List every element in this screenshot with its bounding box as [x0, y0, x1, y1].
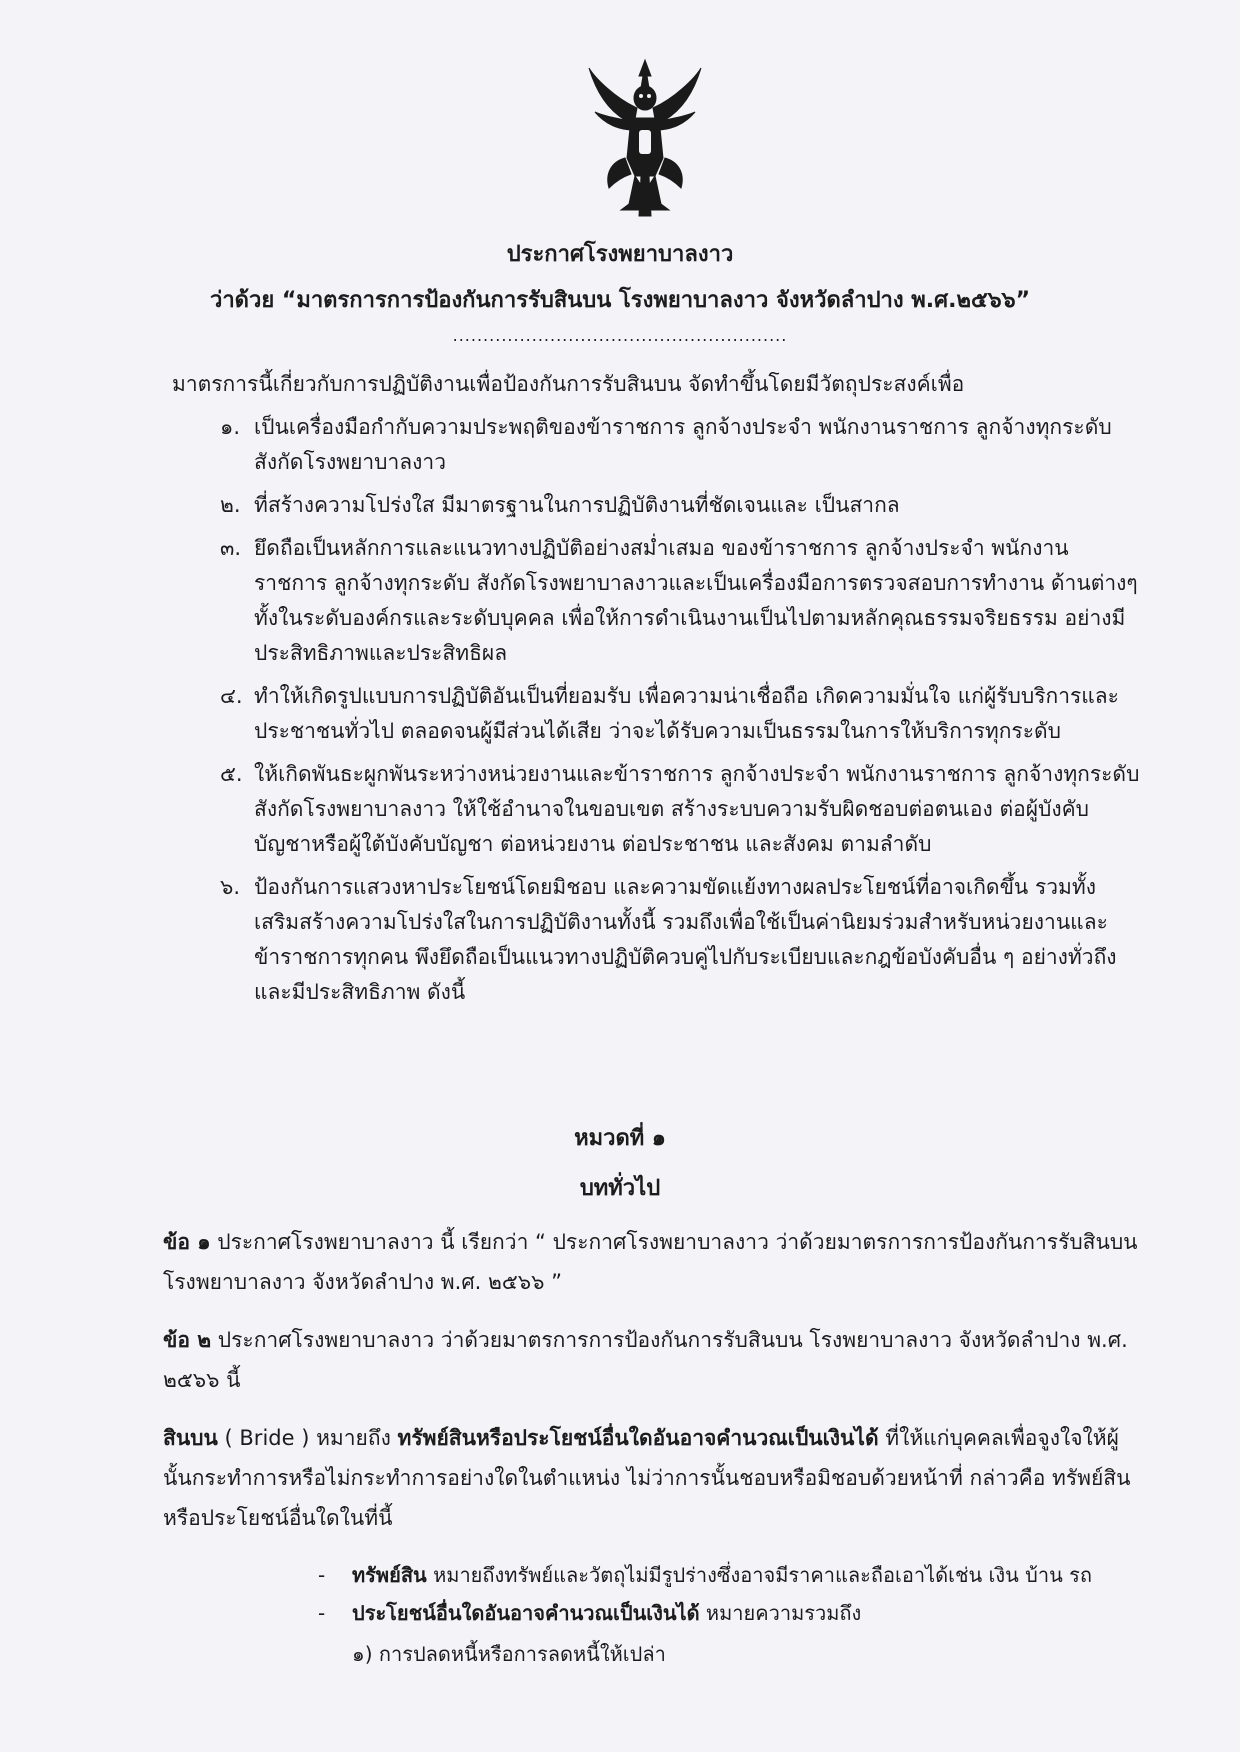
item-number: ๑. — [220, 415, 241, 439]
clause-label: ข้อ ๒ — [163, 1328, 212, 1352]
page-subtitle: ว่าด้วย “มาตรการการป้องกันการรับสินบน โรงพยาบาลงาว จังหวัดลำปาง พ.ศ.๒๕๖๖” — [209, 288, 1031, 313]
item-text: เป็นเครื่องมือกำกับความประพฤติของข้าราชการ ลูกจ้างประจำ พนักงานราชการ ลูกจ้างทุกระดับ สังกัดโรงพยาบาลงาว — [254, 415, 1112, 474]
bribe-definition — [163, 1418, 1143, 1538]
bullet-dash: - — [318, 1601, 326, 1625]
intro-paragraph: มาตรการนี้เกี่ยวกับการปฏิบัติงานเพื่อป้องกันการรับสินบน จัดทำขึ้นโดยมีวัตถุประสงค์เพื่อ — [172, 372, 965, 396]
item-text: ทำให้เกิดรูปแบบการปฏิบัติอันเป็นที่ยอมรับ เพื่อความน่าเชื่อถือ เกิดความมั่นใจ แก่ผู้รับบริการและประชาชนทั่วไป ตลอดจนผู้มีส่วนได้เสีย ว่าจะได้รับความเป็นธรรมในการให้บริการทุกระดับ — [254, 684, 1119, 743]
garuda-emblem-icon — [585, 58, 705, 220]
item-text: ป้องกันการแสวงหาประโยชน์โดยมิชอบ และความขัดแย้งทางผลประโยชน์ที่อาจเกิดขึ้น รวมทั้งเสริมสร้างความโปร่งใสในการปฏิบัติงานทั้งนี้ รวมถึงเพื่อใช้เป็นค่านิยมร่วมสำหรับหน่วยงานและข้าราชการทุกคน พึงยึดถือเป็นแนวทางปฏิบัติควบคู่ไปกับระเบียบและกฎข้อบังคับอื่น ๆ อย่างทั่วถึงและมีประสิทธิภาพ ดังนี้ — [254, 875, 1117, 1004]
page-title: ประกาศโรงพยาบาลงาว — [506, 242, 734, 267]
item-text: ให้เกิดพันธะผูกพันระหว่างหน่วยงานและข้าราชการ ลูกจ้างประจำ พนักงานราชการ ลูกจ้างทุกระดับ สังกัดโรงพยาบาลงาว ให้ใช้อำนาจในขอบเขต สร้างระบบความรับผิดชอบต่อตนเอง ต่อผู้บังคับบัญชาหรือผู้ใต้บังคับบัญชา ต่อหน่วยงาน ต่อประชาชน และสังคม ตามลำดับ — [254, 762, 1140, 856]
list-item — [220, 757, 1140, 862]
definition-text: ที่ให้แก่บุคคลเพื่อจูงใจให้ผู้นั้นกระทำการหรือไม่กระทำการอย่างใดในตำแหน่ง ไม่ว่าการนั้นชอบหรือมิชอบด้วยหน้าที่ กล่าวคือ ทรัพย์สินหรือประโยชน์อื่นใดในที่นี้ — [163, 1426, 1131, 1530]
list-item — [220, 679, 1140, 749]
list-item — [220, 488, 1140, 523]
clause-text: ประกาศโรงพยาบาลงาว ว่าด้วยมาตรการการป้องกันการรับสินบน โรงพยาบาลงาว จังหวัดลำปาง พ.ศ. ๒๕๖๖ นี้ — [163, 1328, 1128, 1392]
list-item — [318, 1594, 1138, 1632]
bullet-term: ทรัพย์สิน — [352, 1563, 427, 1587]
list-item — [220, 870, 1140, 1010]
chapter-title: บททั่วไป — [579, 1176, 661, 1201]
bullet-text: หมายถึงทรัพย์และวัตถุไม่มีรูปร่างซึ่งอาจมีราคาและถือเอาได้เช่น เงิน บ้าน รถ — [426, 1563, 1092, 1587]
separator: ....................................................... — [452, 326, 788, 345]
definition-bullets — [318, 1556, 1138, 1632]
item-text: ที่สร้างความโปร่งใส มีมาตรฐานในการปฏิบัติงานที่ชัดเจนและ เป็นสากล — [254, 493, 900, 517]
item-number: ๕. — [220, 762, 243, 786]
item-text: ยึดถือเป็นหลักการและแนวทางปฏิบัติอย่างสม่ำเสมอ ของข้าราชการ ลูกจ้างประจำ พนักงานราชการ ลูกจ้างทุกระดับ สังกัดโรงพยาบาลงาวและเป็นเครื่องมือการตรวจสอบการทำงาน ด้านต่างๆ ทั้งในระดับองค์กรและระดับบุคคล เพื่อให้การดำเนินงานเป็นไปตามหลักคุณธรรมจริยธรรม อย่างมีประสิทธิภาพและประสิทธิผล — [254, 536, 1138, 665]
list-item — [220, 531, 1140, 671]
sub-item: ๑) การปลดหนี้หรือการลดหนี้ให้เปล่า — [352, 1642, 666, 1666]
clause-label: ข้อ ๑ — [163, 1230, 211, 1254]
definition-term: สินบน — [163, 1426, 218, 1450]
chapter-heading: หมวดที่ ๑ — [574, 1126, 666, 1151]
item-number: ๖. — [220, 875, 241, 899]
bullet-term: ประโยชน์อื่นใดอันอาจคำนวณเป็นเงินได้ — [352, 1601, 700, 1625]
bullet-dash: - — [318, 1563, 326, 1587]
clause-1 — [163, 1222, 1143, 1302]
item-number: ๓. — [220, 536, 242, 560]
clause-text: ประกาศโรงพยาบาลงาว นี้ เรียกว่า “ ประกาศโรงพยาบาลงาว ว่าด้วยมาตรการการป้องกันการรับสินบน โรงพยาบาลงาว จังหวัดลำปาง พ.ศ. ๒๕๖๖ ” — [163, 1230, 1138, 1294]
list-item — [220, 410, 1140, 480]
objectives-list — [220, 410, 1140, 1018]
list-item — [318, 1556, 1138, 1594]
clause-2 — [163, 1320, 1143, 1400]
definition-emphasis: ทรัพย์สินหรือประโยชน์อื่นใดอันอาจคำนวณเป็นเงินได้ — [397, 1426, 879, 1450]
item-number: ๔. — [220, 684, 243, 708]
bullet-text: หมายความรวมถึง — [699, 1601, 862, 1625]
definition-paren: ( Bride ) หมายถึง — [217, 1426, 398, 1450]
item-number: ๒. — [220, 493, 241, 517]
